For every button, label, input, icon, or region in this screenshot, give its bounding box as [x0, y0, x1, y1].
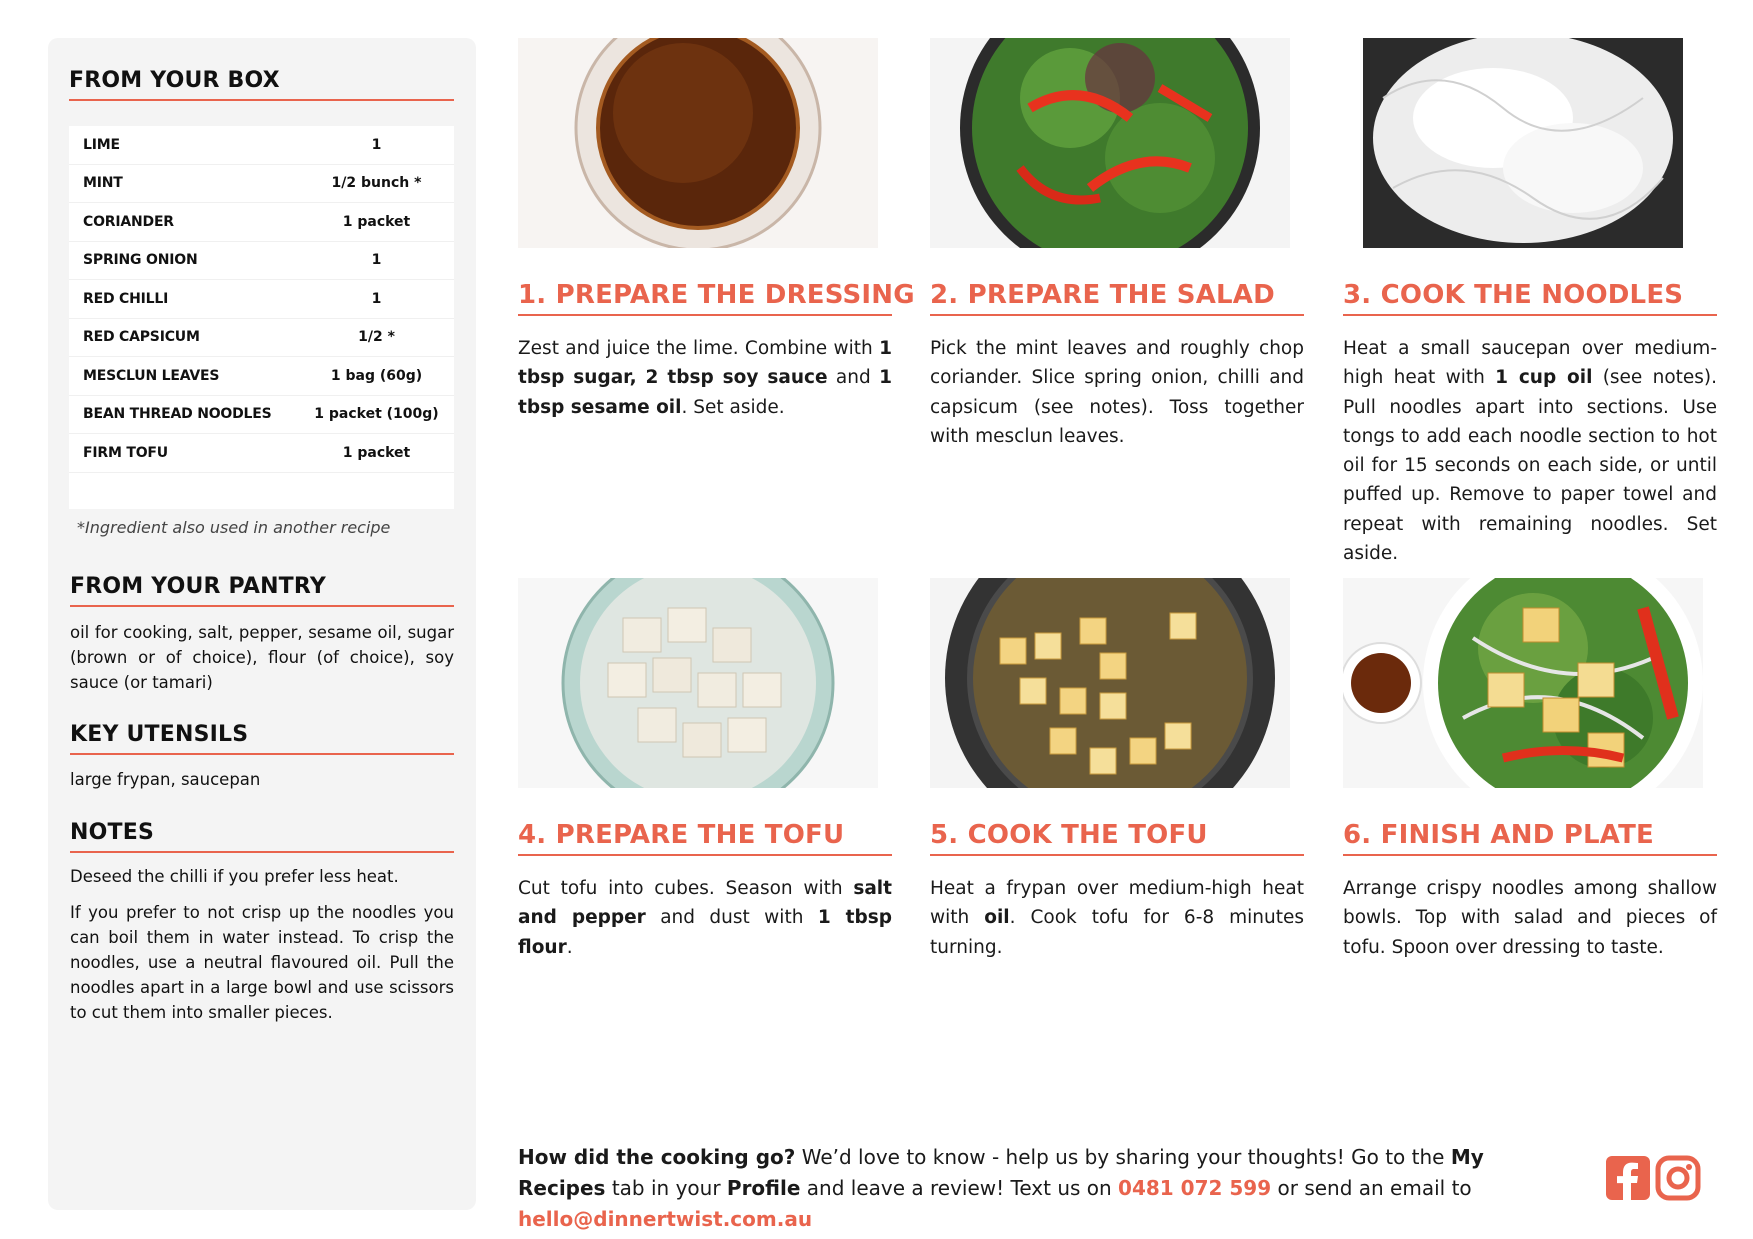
- ingredient-name: CORIANDER: [83, 213, 174, 230]
- note-2: If you prefer to not crisp up the noodles you can boil them in water instead. To crisp the noodles, use a neutral flavoured oil. Pull the noodles apart in a large bowl and use scissors to cut them into smaller pieces.: [70, 903, 454, 1022]
- instagram-icon[interactable]: [1654, 1154, 1702, 1202]
- step-3-title: 3. COOK THE NOODLES: [1343, 280, 1717, 316]
- step-4-title: 4. PREPARE THE TOFU: [518, 820, 892, 856]
- feedback-footer: How did the cooking go? We’d love to know - help us by sharing your thoughts! Go to the My Recipes tab in your Profile and leave a review! Text us on 0481 072 599 or send an email to hello@dinnertwist.com.au: [518, 1145, 1484, 1231]
- step-5-text: Heat a frypan over medium-high heat with oil. Cook tofu for 6-8 minutes turning.: [930, 878, 1304, 958]
- step-6-title: 6. FINISH AND PLATE: [1343, 820, 1717, 856]
- note-1: Deseed the chilli if you prefer less heat.: [70, 867, 399, 886]
- pantry-title: FROM YOUR PANTRY: [70, 574, 454, 607]
- ingredient-qty: 1 packet (100g): [314, 406, 439, 423]
- table-row: [69, 319, 454, 358]
- table-row: [69, 203, 454, 242]
- ingredient-name: FIRM TOFU: [83, 444, 168, 461]
- ingredients-table: [69, 126, 454, 509]
- ingredient-qty: 1 bag (60g): [330, 367, 423, 384]
- step-5-title: 5. COOK THE TOFU: [930, 820, 1304, 856]
- tofu-bowl-image: [518, 578, 878, 788]
- ingredient-name: MINT: [83, 175, 123, 192]
- ingredient-qty: 1 packet: [342, 213, 411, 230]
- step-3-text: Heat a small saucepan over medium-high heat with 1 cup oil (see notes). Pull noodles apart into sections. Use tongs to add each noodle section to hot oil for 15 seconds on each side, or until puffed up. Remove to paper towel and repeat with remaining noodles. Set aside.: [1343, 338, 1718, 565]
- ingredients-sidebar: [48, 38, 476, 1210]
- ingredient-name: MESCLUN LEAVES: [83, 367, 220, 384]
- step-1-title: 1. PREPARE THE DRESSING: [518, 280, 892, 316]
- table-row: [69, 396, 454, 435]
- ingredient-qty: 1/2 bunch *: [331, 175, 422, 192]
- step-2-title: 2. PREPARE THE SALAD: [930, 280, 1304, 316]
- table-row: [69, 126, 454, 165]
- utensils-text: large frypan, saucepan: [70, 770, 261, 789]
- facebook-icon[interactable]: [1604, 1154, 1652, 1202]
- table-row: [69, 242, 454, 281]
- ingredient-qty: 1: [371, 252, 382, 269]
- utensils-title: KEY UTENSILS: [70, 722, 454, 755]
- step-1-text: Zest and juice the lime. Combine with 1 tbsp sugar, 2 tbsp soy sauce and 1 tbsp sesame oil. Set aside.: [518, 338, 892, 418]
- table-row: [69, 280, 454, 319]
- ingredient-qty: 1 packet: [342, 444, 411, 461]
- table-row: [69, 434, 454, 473]
- step-4-text: Cut tofu into cubes. Season with salt and pepper and dust with 1 tbsp flour.: [518, 878, 892, 958]
- ingredient-name: RED CHILLI: [83, 290, 169, 307]
- ingredient-qty: 1/2 *: [358, 329, 395, 346]
- dressing-bowl-image: [518, 38, 878, 248]
- finished-plate-image: [1343, 578, 1703, 788]
- ingredient-name: BEAN THREAD NOODLES: [83, 406, 272, 423]
- noodles-image: [1343, 38, 1703, 248]
- ingredient-qty: 1: [371, 136, 382, 153]
- step-2-text: Pick the mint leaves and roughly chop coriander. Slice spring onion, chilli and capsicum (see notes). Toss together with mesclun leaves.: [930, 338, 1304, 447]
- salad-bowl-image: [930, 38, 1290, 248]
- step-6-text: Arrange crispy noodles among shallow bowls. Top with salad and pieces of tofu. Spoon over dressing to taste.: [1343, 878, 1717, 958]
- frypan-tofu-image: [930, 578, 1290, 788]
- ingredient-qty: 1: [371, 290, 382, 307]
- ingredient-name: LIME: [83, 136, 120, 153]
- ingredient-note: *Ingredient also used in another recipe: [77, 518, 391, 537]
- ingredient-name: RED CAPSICUM: [83, 329, 200, 346]
- email-link[interactable]: hello@dinnertwist.com.au: [518, 1207, 813, 1231]
- notes-title: NOTES: [70, 820, 454, 853]
- phone-link[interactable]: 0481 072 599: [1118, 1176, 1272, 1200]
- table-row: [69, 357, 454, 396]
- pantry-text: oil for cooking, salt, pepper, sesame oil, sugar (brown or of choice), flour (of choice), soy sauce (or tamari): [70, 623, 454, 692]
- from-your-box-title: FROM YOUR BOX: [69, 68, 454, 101]
- ingredient-name: SPRING ONION: [83, 252, 198, 269]
- table-row: [69, 165, 454, 204]
